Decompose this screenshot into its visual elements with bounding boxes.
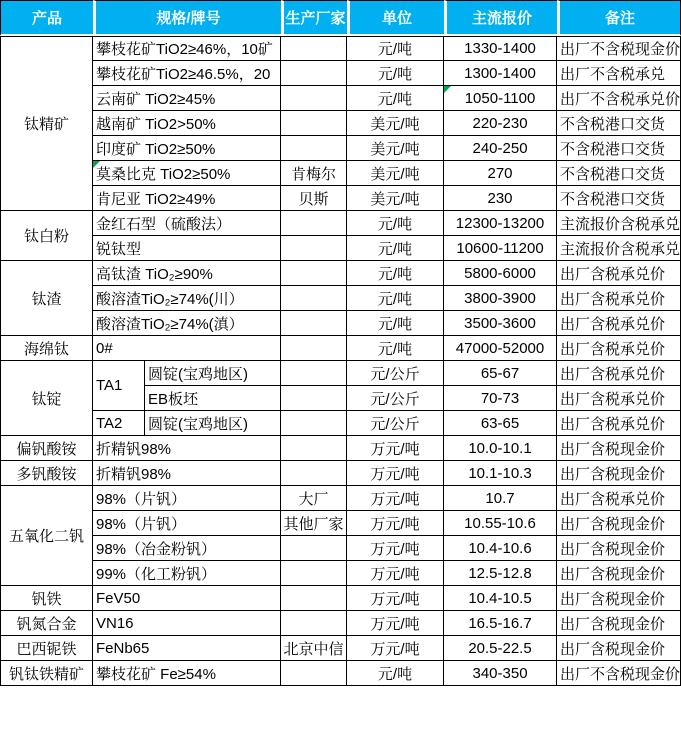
cell-price: 47000-52000 [444,336,557,361]
cell-grade: TA1 [93,361,145,411]
cell-price: 340-350 [444,661,557,686]
cell-note: 出厂含税现金价 [557,511,681,536]
cell-manufacturer [281,461,347,486]
cell-note: 出厂含税现金价 [557,636,681,661]
cell-note: 不含税港口交货 [557,186,681,211]
cell-note: 出厂含税承兑价 [557,486,681,511]
cell-unit: 元/吨 [347,86,444,111]
cell-unit: 元/吨 [347,661,444,686]
comment-flag-icon [93,161,100,168]
cell-unit: 元/吨 [347,36,444,61]
cell-manufacturer [281,611,347,636]
table-row [0,311,681,336]
cell-subspec: EB板坯 [145,386,281,411]
cell-price: 230 [444,186,557,211]
table-row [0,111,681,136]
cell-note: 出厂含税承兑价 [557,361,681,386]
cell-manufacturer: 肯梅尔 [281,161,347,186]
cell-note: 出厂含税现金价 [557,536,681,561]
table-row [0,461,681,486]
cell-unit: 元/吨 [347,261,444,286]
cell-spec [93,161,281,186]
cell-note: 出厂不含税承兑 [557,61,681,86]
cell-price: 3800-3900 [444,286,557,311]
cell-price: 10.7 [444,486,557,511]
cell-unit: 元/吨 [347,286,444,311]
table-row [0,286,681,311]
cell-unit: 万元/吨 [347,536,444,561]
cell-subspec: 圆锭(宝鸡地区) [145,361,281,386]
cell-price [444,86,557,111]
table-row [0,261,681,286]
table-row [0,511,681,536]
cell-product: 钛精矿 [0,36,93,211]
cell-manufacturer [281,386,347,411]
cell-unit: 万元/吨 [347,636,444,661]
comment-flag-icon [444,86,451,93]
cell-price: 220-230 [444,111,557,136]
cell-unit: 元/吨 [347,311,444,336]
table-row [0,536,681,561]
table-row [0,661,681,686]
cell-spec: 金红石型（硫酸法） [93,211,281,236]
cell-note: 出厂含税现金价 [557,561,681,586]
cell-price: 1330-1400 [444,36,557,61]
cell-unit: 美元/吨 [347,161,444,186]
cell-unit: 美元/吨 [347,186,444,211]
table-row [0,586,681,611]
cell-note: 出厂含税承兑价 [557,411,681,436]
cell-price-text: 1050-1100 [464,89,536,107]
cell-subspec: 圆锭(宝鸡地区) [145,411,281,436]
cell-product: 钒钛铁精矿 [0,661,93,686]
header-spec: 规格/牌号 [93,0,281,36]
table-row [0,411,681,436]
cell-note: 不含税港口交货 [557,136,681,161]
cell-unit: 元/吨 [347,211,444,236]
cell-note: 出厂含税承兑价 [557,261,681,286]
cell-price: 10.0-10.1 [444,436,557,461]
cell-manufacturer [281,561,347,586]
cell-spec: 0# [93,336,281,361]
header-row [0,0,681,36]
cell-spec: 攀枝花矿TiO2≥46%，10矿 [93,36,281,61]
cell-price: 12.5-12.8 [444,561,557,586]
cell-price: 3500-3600 [444,311,557,336]
cell-grade: TA2 [93,411,145,436]
header-unit: 单位 [347,0,444,36]
header-price: 主流报价 [444,0,557,36]
cell-spec: 98%（片钒） [93,486,281,511]
header-note: 备注 [557,0,681,36]
cell-note: 出厂含税现金价 [557,436,681,461]
cell-spec: 酸溶渣TiO₂≥74%(滇） [93,311,281,336]
cell-price: 240-250 [444,136,557,161]
table-row [0,336,681,361]
table-row [0,161,681,186]
cell-spec: 高钛渣 TiO₂≥90% [93,261,281,286]
cell-spec: 99%（化工粉钒） [93,561,281,586]
cell-spec: 酸溶渣TiO₂≥74%(川） [93,286,281,311]
cell-manufacturer: 大厂 [281,486,347,511]
cell-unit: 万元/吨 [347,436,444,461]
cell-product: 五氧化二钒 [0,486,93,586]
table-row [0,36,681,61]
cell-unit: 元/吨 [347,236,444,261]
cell-price: 270 [444,161,557,186]
cell-manufacturer [281,361,347,386]
cell-price: 16.5-16.7 [444,611,557,636]
cell-manufacturer [281,261,347,286]
cell-manufacturer [281,311,347,336]
cell-manufacturer [281,61,347,86]
cell-price: 1300-1400 [444,61,557,86]
cell-product: 钛渣 [0,261,93,336]
table-row [0,186,681,211]
cell-spec: 折精钒98% [93,436,281,461]
cell-unit: 美元/吨 [347,136,444,161]
cell-spec: FeV50 [93,586,281,611]
table-row [0,136,681,161]
cell-note: 主流报价含税承兑 [557,236,681,261]
cell-spec: 印度矿 TiO2≥50% [93,136,281,161]
cell-spec: FeNb65 [93,636,281,661]
header-manufacturer: 生产厂家 [281,0,347,36]
cell-product: 钛锭 [0,361,93,436]
cell-product: 海绵钛 [0,336,93,361]
cell-spec: 98%（片钒） [93,511,281,536]
cell-unit: 元/公斤 [347,386,444,411]
cell-unit: 万元/吨 [347,586,444,611]
cell-price: 63-65 [444,411,557,436]
table-row [0,61,681,86]
cell-product: 钛白粉 [0,211,93,261]
cell-manufacturer [281,86,347,111]
table-row [0,636,681,661]
cell-manufacturer [281,286,347,311]
cell-price: 12300-13200 [444,211,557,236]
cell-spec: 攀枝花矿 Fe≥54% [93,661,281,686]
cell-manufacturer [281,436,347,461]
cell-note: 出厂含税承兑价 [557,286,681,311]
table-row [0,436,681,461]
cell-spec: 锐钛型 [93,236,281,261]
cell-unit: 元/公斤 [347,411,444,436]
cell-unit: 元/吨 [347,61,444,86]
cell-manufacturer [281,236,347,261]
cell-note: 出厂不含税承兑价 [557,86,681,111]
cell-spec: 折精钒98% [93,461,281,486]
cell-spec: 云南矿 TiO2≥45% [93,86,281,111]
cell-price: 70-73 [444,386,557,411]
cell-note: 出厂含税承兑价 [557,336,681,361]
cell-unit: 万元/吨 [347,561,444,586]
cell-price: 5800-6000 [444,261,557,286]
cell-note: 主流报价含税承兑 [557,211,681,236]
cell-note: 出厂含税现金价 [557,586,681,611]
table-row [0,486,681,511]
cell-manufacturer [281,536,347,561]
cell-manufacturer: 其他厂家 [281,511,347,536]
cell-spec: 攀枝花矿TiO2≥46.5%，20 [93,61,281,86]
cell-note: 出厂不含税现金价 [557,36,681,61]
cell-price: 10.55-10.6 [444,511,557,536]
table-row [0,361,681,386]
cell-unit: 万元/吨 [347,611,444,636]
cell-spec-text: 莫桑比克 TiO2≥50% [96,165,231,183]
cell-note: 出厂含税现金价 [557,611,681,636]
cell-product: 偏钒酸铵 [0,436,93,461]
cell-note: 出厂含税承兑价 [557,386,681,411]
cell-manufacturer [281,36,347,61]
cell-product: 钒铁 [0,586,93,611]
cell-price: 10.4-10.5 [444,586,557,611]
cell-unit: 元/公斤 [347,361,444,386]
table-row [0,211,681,236]
cell-product: 多钒酸铵 [0,461,93,486]
cell-product: 巴西铌铁 [0,636,93,661]
table-row [0,236,681,261]
cell-note: 出厂含税承兑价 [557,311,681,336]
cell-manufacturer [281,586,347,611]
cell-spec: 98%（冶金粉钒） [93,536,281,561]
cell-note: 不含税港口交货 [557,161,681,186]
cell-manufacturer [281,661,347,686]
cell-price: 10.1-10.3 [444,461,557,486]
cell-unit: 元/吨 [347,336,444,361]
cell-manufacturer: 北京中信 [281,636,347,661]
cell-spec: VN16 [93,611,281,636]
cell-product: 钒氮合金 [0,611,93,636]
cell-manufacturer [281,411,347,436]
cell-note: 出厂不含税现金价 [557,661,681,686]
cell-spec: 越南矿 TiO2>50% [93,111,281,136]
cell-unit: 万元/吨 [347,461,444,486]
cell-manufacturer [281,336,347,361]
cell-price: 10.4-10.6 [444,536,557,561]
cell-manufacturer: 贝斯 [281,186,347,211]
header-product: 产品 [0,0,93,36]
cell-note: 不含税港口交货 [557,111,681,136]
cell-note: 出厂含税现金价 [557,461,681,486]
cell-manufacturer [281,211,347,236]
cell-unit: 美元/吨 [347,111,444,136]
cell-spec: 肯尼亚 TiO2≥49% [93,186,281,211]
cell-price: 10600-11200 [444,236,557,261]
cell-price: 65-67 [444,361,557,386]
table-row [0,86,681,111]
cell-price: 20.5-22.5 [444,636,557,661]
cell-manufacturer [281,111,347,136]
cell-manufacturer [281,136,347,161]
table-row [0,561,681,586]
table-row [0,611,681,636]
cell-unit: 万元/吨 [347,511,444,536]
cell-unit: 万元/吨 [347,486,444,511]
